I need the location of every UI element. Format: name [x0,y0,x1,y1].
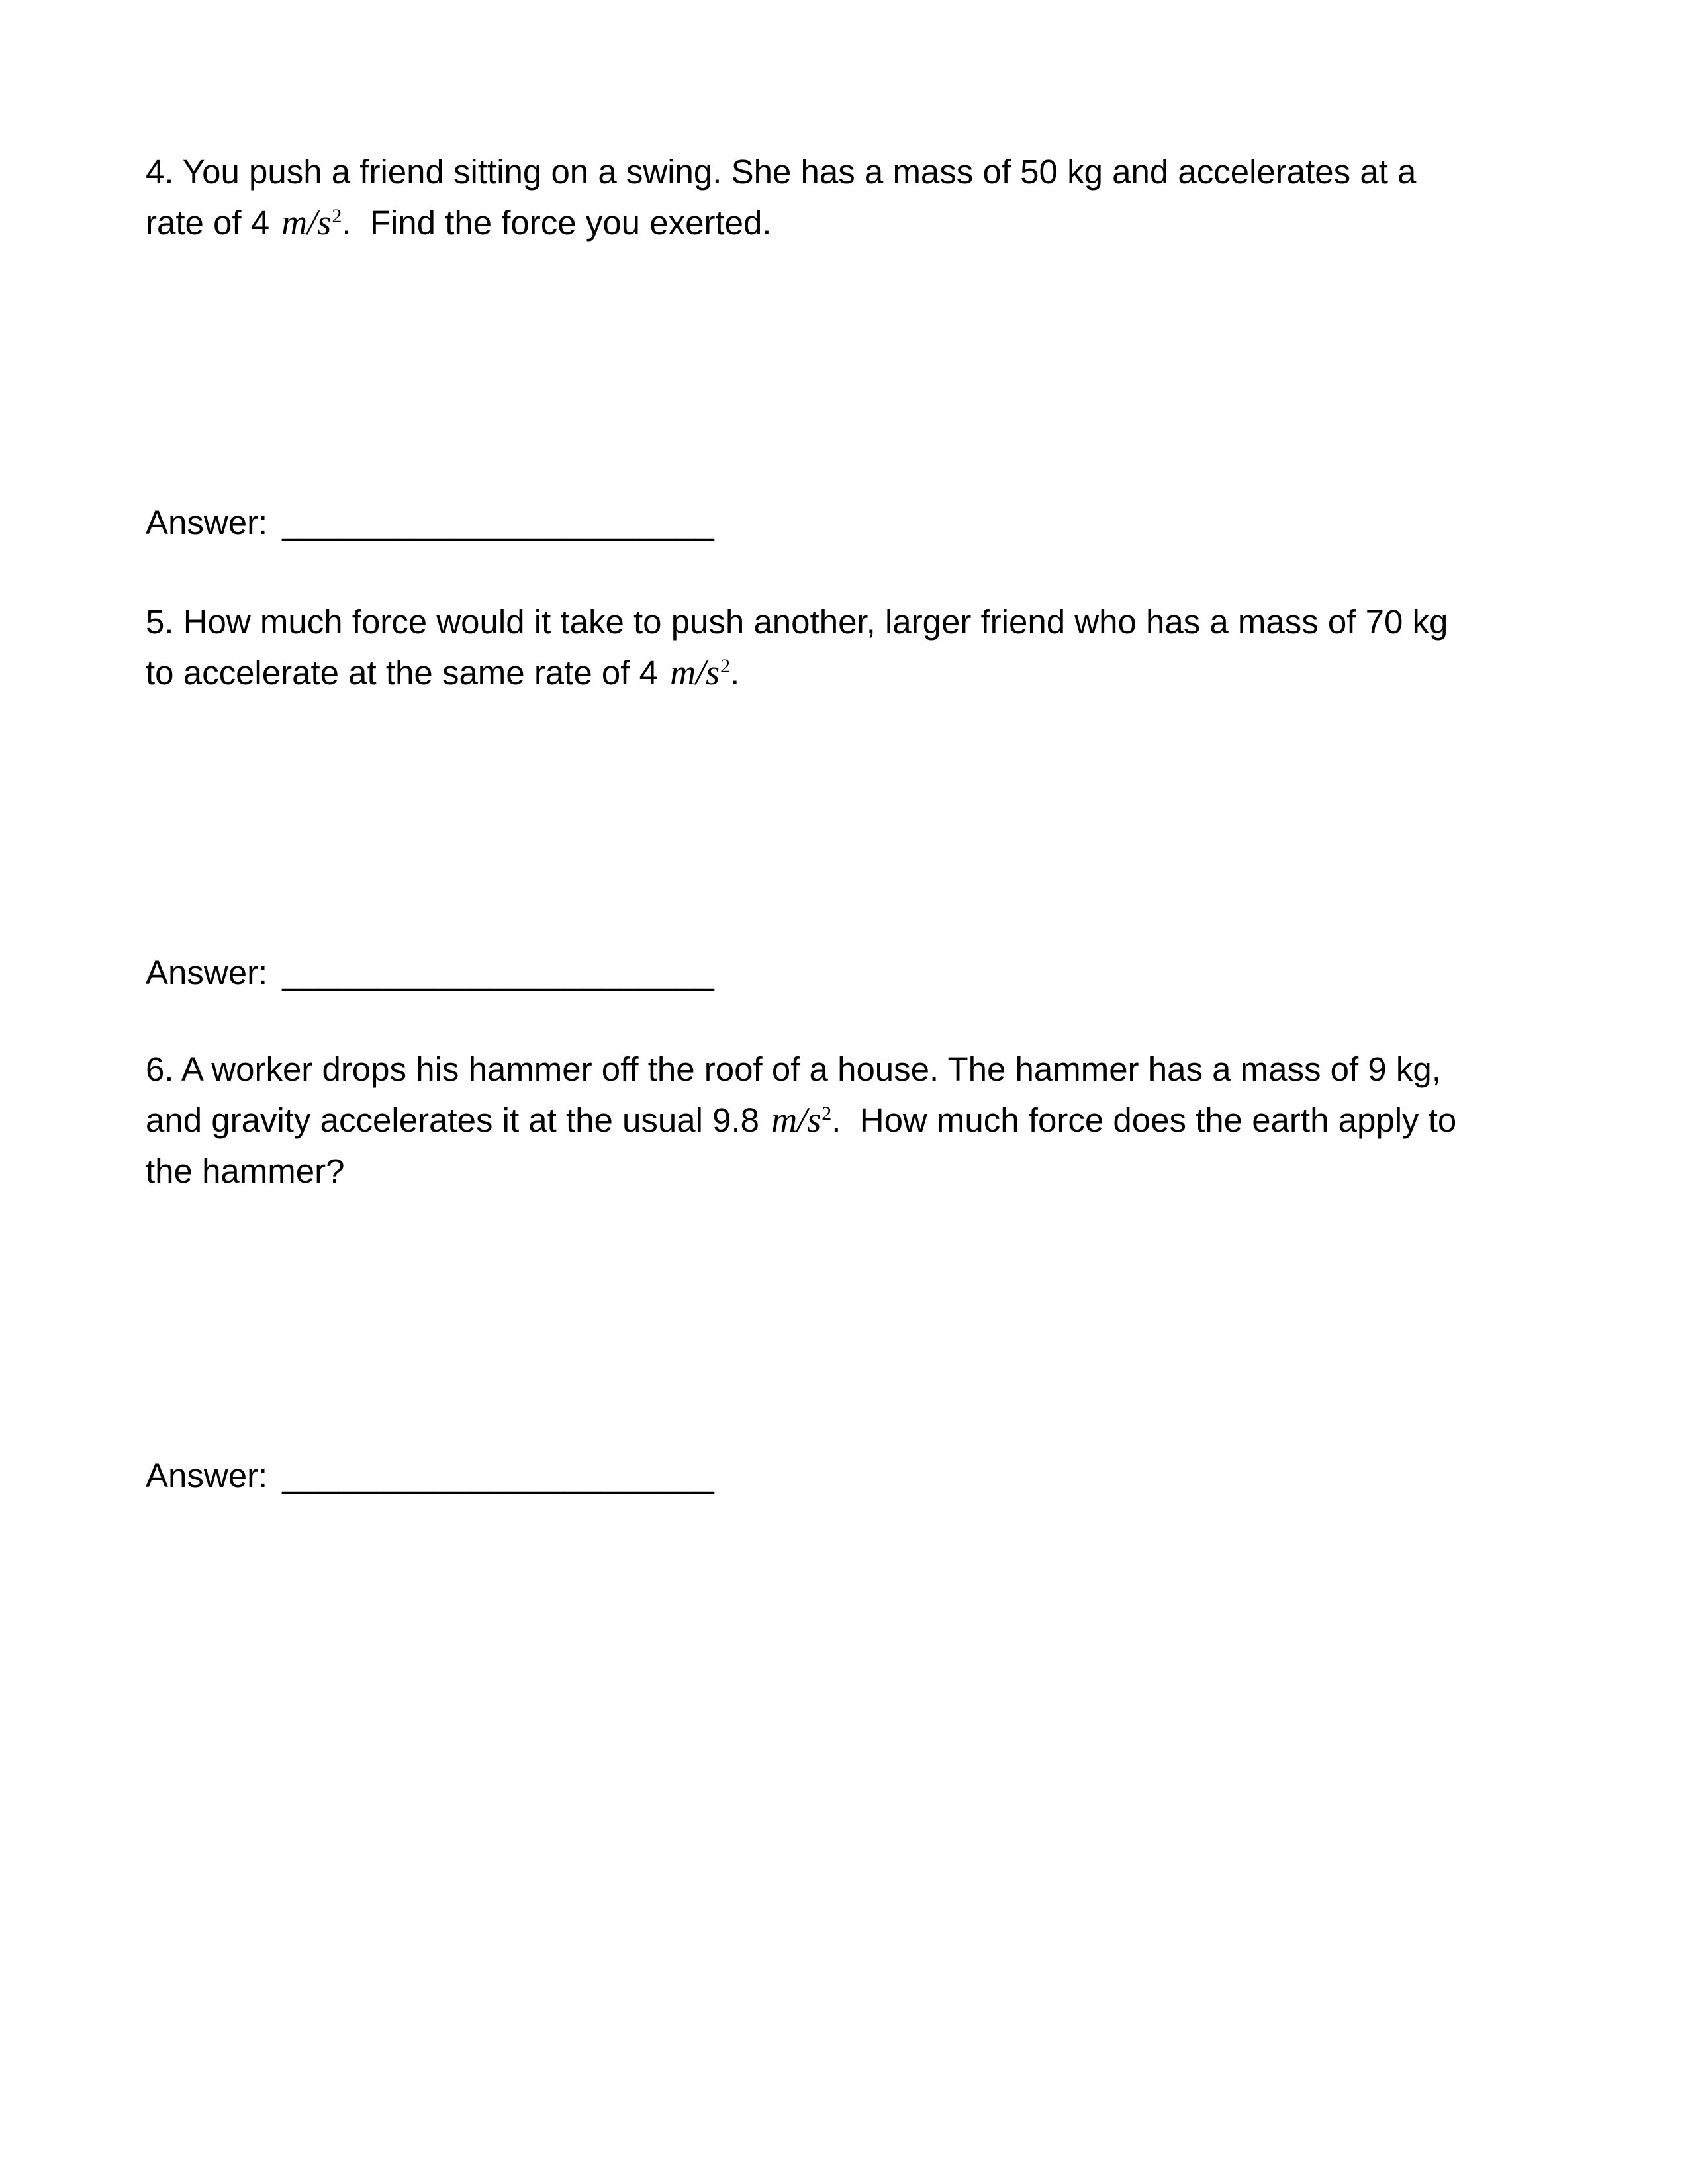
math-unit-run: m/s [281,203,332,242]
question-text-line [146,1146,1456,1197]
superscript-run: 2 [720,655,731,677]
text-run: to accelerate at the same rate of 4 [146,654,668,692]
question-4 [146,146,1416,248]
superscript-run: 2 [332,205,342,227]
text-run: 5. How much force would it take to push another, larger friend who has a mass of 70 kg [146,603,1448,641]
question-text-line [146,146,1416,197]
answer-blank[interactable]: _______________________ [282,504,714,541]
text-run: . [730,654,740,692]
answer-blank[interactable]: _______________________ [282,1457,714,1494]
question-text-line [146,1095,1456,1146]
math-unit-run: m/s [771,1100,821,1140]
question-text-line [146,596,1448,647]
text-run: . Find the force you exerted. [342,204,772,242]
question-text-line [146,1044,1456,1095]
question-5 [146,596,1448,698]
question-text-line [146,197,1416,248]
text-run: rate of 4 [146,204,279,242]
text-run: the hammer? [146,1152,345,1190]
answer-label: Answer: [146,954,277,991]
answer-row-q5 [146,947,714,998]
text-run: 4. You push a friend sitting on a swing. She has a mass of 50 kg and accelerates at a [146,153,1417,191]
math-unit-run: m/s [670,653,720,692]
answer-label: Answer: [146,504,277,541]
text-run: and gravity accelerates it at the usual 9.8 [146,1101,769,1139]
answer-label: Answer: [146,1457,277,1494]
answer-row-q4 [146,497,714,548]
text-run: . How much force does the earth apply to [831,1101,1457,1139]
question-text-line [146,647,1448,698]
superscript-run: 2 [821,1103,832,1124]
answer-row-q6 [146,1450,714,1501]
text-run: 6. A worker drops his hammer off the roof of a house. The hammer has a mass of 9 kg, [146,1050,1441,1088]
answer-blank[interactable]: _______________________ [282,954,714,991]
question-6 [146,1044,1456,1197]
